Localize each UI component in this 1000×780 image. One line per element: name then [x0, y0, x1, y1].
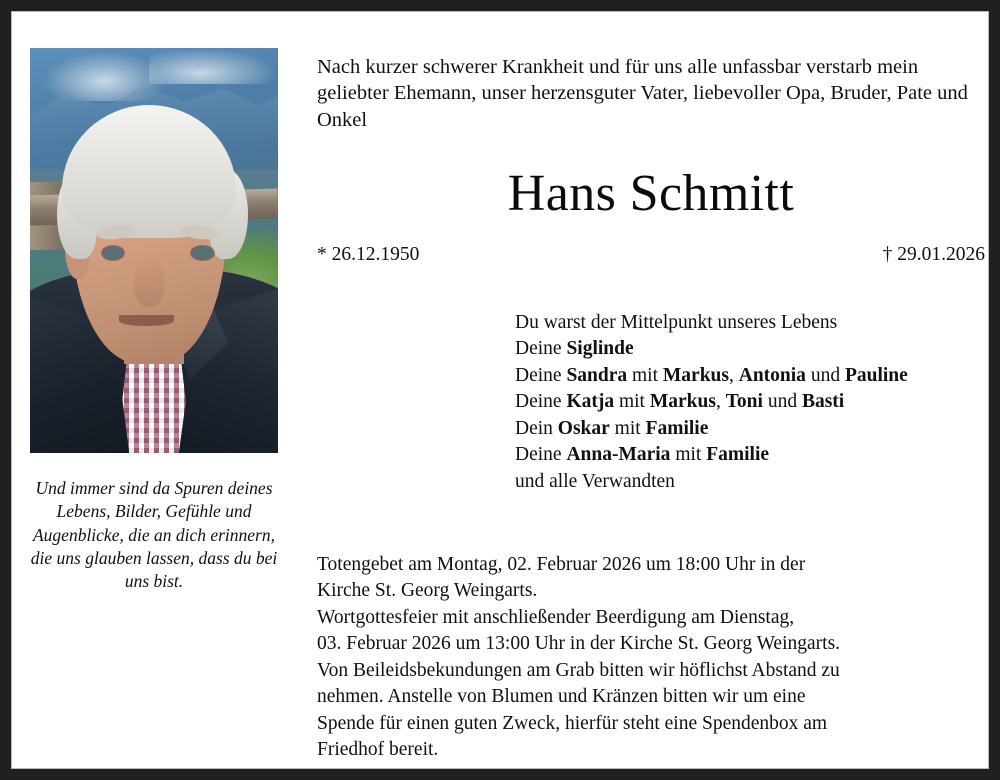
family-member-line [515, 336, 985, 363]
family-name: Toni [725, 391, 763, 413]
service-line: Kirche St. Georg Weingarts. [317, 580, 538, 602]
family-name: Basti [801, 391, 845, 413]
family-relation: Deine [515, 338, 567, 360]
family-member-line [515, 442, 985, 469]
service-line: nehmen. Anstelle von Blumen und Kränzen bitten wir um eine [317, 686, 806, 708]
family-relation: Deine [515, 364, 567, 386]
family-name: Markus [649, 391, 716, 413]
family-conjunction: und [762, 391, 802, 413]
family-conjunction: , [715, 391, 726, 413]
photo-mouth [119, 315, 174, 326]
family-conjunction: mit [670, 444, 707, 466]
family-name: Pauline [844, 364, 908, 386]
text-column [317, 54, 985, 764]
family-name: Markus [662, 364, 729, 386]
family-conjunction: mit [614, 391, 650, 413]
family-conjunction: mit [627, 364, 663, 386]
family-name: Antonia [738, 364, 806, 386]
family-name: Katja [566, 391, 615, 413]
service-line: Friedhof bereit. [317, 739, 439, 761]
bereaved-family-block [317, 310, 985, 496]
obituary-notice-body [11, 11, 989, 769]
photo-eye-right [191, 246, 213, 260]
service-line: Wortgottesfeier mit anschließender Beerdigung am Dienstag, [317, 606, 795, 628]
family-name: Oskar [557, 417, 610, 439]
family-relation: Deine [515, 391, 567, 413]
family-name: Sandra [566, 364, 628, 386]
photo-nose [134, 259, 164, 308]
family-conjunction: mit [609, 417, 646, 439]
family-name: Familie [706, 444, 770, 466]
service-line: Totengebet am Montag, 02. Februar 2026 um 18:00 Uhr in der [317, 553, 806, 575]
memorial-verse: Und immer sind da Spuren deines Lebens, Bilder, Gefühle und Augenblicke, die an dich erinnern, die uns glauben lassen, dass du bei uns bist. [30, 478, 278, 592]
death-date: † 29.01.2026 [882, 243, 985, 265]
family-conjunction: und [805, 364, 845, 386]
family-member-line [515, 363, 985, 390]
life-dates [317, 244, 985, 266]
service-line: 03. Februar 2026 um 13:00 Uhr in der Kirche St. Georg Weingarts. [317, 633, 841, 655]
family-name: Siglinde [566, 338, 634, 360]
funeral-service-details [317, 552, 985, 764]
family-closing-line: und alle Verwandten [515, 471, 675, 492]
family-relation: Deine [515, 444, 567, 466]
family-member-line [515, 416, 985, 443]
family-member-line [515, 389, 985, 416]
family-name: Anna-Maria [566, 444, 671, 466]
portrait-column [30, 48, 278, 593]
family-relation: Dein [515, 417, 558, 439]
photo-snowfield-right [149, 48, 278, 84]
service-line: Von Beileidsbekundungen am Grab bitten wir höflichst Abstand zu [317, 659, 840, 681]
service-line: Spende für einen guten Zweck, hierfür steht eine Spendenbox am [317, 712, 828, 734]
family-conjunction: , [729, 364, 739, 386]
portrait-photo [30, 48, 278, 453]
deceased-name: Hans Schmitt [507, 165, 795, 223]
family-heading: Du warst der Mittelpunkt unseres Lebens [515, 311, 838, 333]
family-name: Familie [645, 417, 709, 439]
introduction-text: Nach kurzer schwerer Krankheit und für uns alle unfassbar verstarb mein geliebter Ehemann, unser herzensguter Vater, liebevoller Opa, Bruder, Pate und Onkel [317, 56, 968, 131]
birth-date: * 26.12.1950 [317, 243, 420, 265]
